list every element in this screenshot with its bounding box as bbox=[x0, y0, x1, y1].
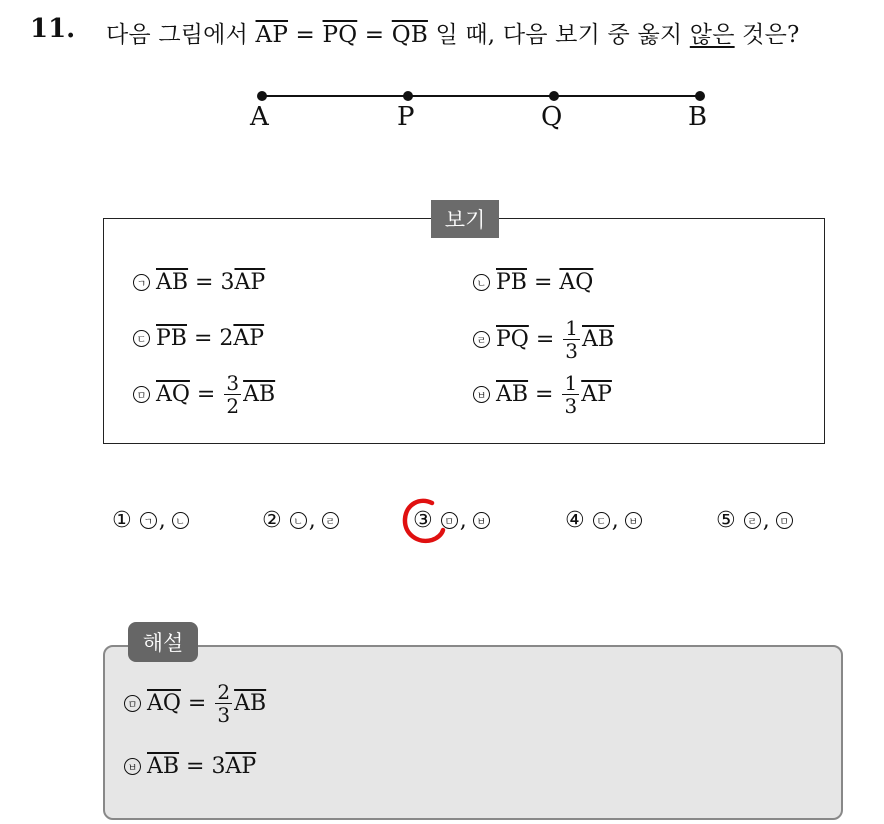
choice-marker: ㅁ bbox=[776, 512, 793, 529]
fraction-numerator: 1 bbox=[565, 316, 578, 340]
fraction-denominator: 3 bbox=[217, 703, 231, 727]
choice-comma: , bbox=[308, 508, 316, 533]
choice-marker: ㅁ bbox=[441, 512, 458, 529]
item-rhs: $\overline{AP}$ bbox=[225, 754, 257, 779]
item-lhs: $\overline{AB}$ bbox=[156, 270, 189, 295]
marker-giyeok: ㄱ bbox=[133, 274, 150, 291]
equals: = bbox=[357, 22, 392, 48]
red-circle-stroke bbox=[405, 501, 443, 541]
item-rhs: $\overline{AQ}$ bbox=[559, 270, 594, 295]
explanation-title: 해설 bbox=[128, 622, 198, 662]
point-q-dot bbox=[549, 91, 559, 101]
fraction-numerator: 1 bbox=[564, 371, 578, 395]
item-lhs: $\overline{PQ}$ bbox=[496, 327, 529, 352]
marker-digeut: ㄷ bbox=[133, 330, 150, 347]
item-lhs: $\overline{AQ}$ bbox=[156, 382, 190, 407]
choice-number: ② bbox=[262, 508, 282, 533]
bogi-item-5 bbox=[133, 373, 275, 416]
choice-marker: ㄴ bbox=[172, 512, 189, 529]
item-rhs: $\overline{AP}$ bbox=[234, 270, 266, 295]
item-coef: 3 bbox=[211, 754, 226, 779]
item-rhs: $\overline{AP}$ bbox=[233, 326, 265, 351]
bogi-item-6 bbox=[473, 373, 612, 416]
choice-marker: ㄱ bbox=[140, 512, 157, 529]
choice-5[interactable] bbox=[716, 508, 799, 533]
choice-2[interactable] bbox=[262, 508, 345, 533]
question-text-end: 것은? bbox=[734, 22, 800, 48]
choice-number: ③ bbox=[413, 508, 433, 533]
choice-marker: ㄷ bbox=[593, 512, 610, 529]
point-label-q: Q bbox=[541, 102, 563, 132]
choice-number: ⑤ bbox=[716, 508, 736, 533]
point-label-p: P bbox=[397, 102, 415, 132]
item-eq: = bbox=[528, 327, 562, 352]
marker-rieul: ㄹ bbox=[473, 331, 490, 348]
question-text-before: 다음 그림에서 bbox=[106, 22, 256, 48]
choice-marker: ㄴ bbox=[290, 512, 307, 529]
bogi-item-1 bbox=[133, 270, 265, 295]
item-lhs: $\overline{PB}$ bbox=[156, 326, 187, 351]
question-underlined: 않은 bbox=[689, 22, 735, 48]
explanation-line-2 bbox=[124, 754, 256, 779]
choice-comma: , bbox=[158, 508, 166, 533]
explanation-line-1 bbox=[124, 682, 266, 725]
choice-marker: ㅂ bbox=[625, 512, 642, 529]
item-lhs: $\overline{AQ}$ bbox=[147, 691, 181, 716]
line-segment-figure bbox=[0, 0, 884, 150]
item-eq: = bbox=[186, 326, 220, 351]
item-eq: = bbox=[528, 382, 561, 407]
explanation-box bbox=[103, 645, 843, 820]
choice-comma: , bbox=[459, 508, 467, 533]
choice-4[interactable] bbox=[565, 508, 648, 533]
item-lhs: $\overline{PB}$ bbox=[496, 270, 527, 295]
point-b-dot bbox=[695, 91, 705, 101]
choice-marker: ㄹ bbox=[322, 512, 339, 529]
fraction-numerator: 2 bbox=[217, 680, 231, 704]
item-rhs: $\overline{AB}$ bbox=[582, 327, 615, 352]
marker-mieum: ㅁ bbox=[124, 695, 141, 712]
fraction-numerator: 3 bbox=[226, 371, 240, 395]
fraction-denominator: 3 bbox=[565, 339, 578, 363]
item-eq: = bbox=[180, 691, 214, 716]
item-rhs: $\overline{AB}$ bbox=[234, 691, 267, 716]
bogi-title: 보기 bbox=[431, 200, 499, 238]
choice-number: ① bbox=[112, 508, 132, 533]
equals: = bbox=[288, 22, 323, 48]
point-label-b: B bbox=[688, 102, 708, 132]
item-eq: = bbox=[189, 382, 223, 407]
segment-qb: $\overline{QB}$ bbox=[391, 22, 428, 48]
marker-bieup: ㅂ bbox=[124, 758, 141, 775]
fraction bbox=[562, 373, 579, 416]
choice-1[interactable] bbox=[112, 508, 195, 533]
choice-marker: ㄹ bbox=[744, 512, 761, 529]
fraction bbox=[563, 318, 580, 361]
segment-pq: $\overline{PQ}$ bbox=[322, 22, 358, 48]
bogi-item-3 bbox=[133, 326, 264, 351]
item-rhs: $\overline{AP}$ bbox=[581, 382, 612, 407]
question-number: 11. bbox=[30, 14, 76, 44]
item-eq: = bbox=[526, 270, 560, 295]
bogi-item-2 bbox=[473, 270, 593, 295]
point-label-a: A bbox=[250, 102, 269, 132]
answer-mark-circle bbox=[398, 494, 452, 550]
point-p-dot bbox=[403, 91, 413, 101]
marker-nieun: ㄴ bbox=[473, 274, 490, 291]
choice-comma: , bbox=[611, 508, 619, 533]
fraction-denominator: 3 bbox=[564, 394, 578, 418]
choice-marker: ㅂ bbox=[473, 512, 490, 529]
item-coef: 2 bbox=[219, 326, 234, 351]
marker-bieup: ㅂ bbox=[473, 386, 490, 403]
item-rhs: $\overline{AB}$ bbox=[243, 382, 276, 407]
question-text-mid: 일 때, 다음 보기 중 옳지 bbox=[427, 22, 690, 48]
choice-number: ④ bbox=[565, 508, 585, 533]
bogi-item-4 bbox=[473, 318, 614, 361]
choice-comma: , bbox=[762, 508, 770, 533]
fraction-denominator: 2 bbox=[226, 394, 240, 418]
fraction bbox=[215, 682, 232, 725]
point-a-dot bbox=[257, 91, 267, 101]
item-lhs: $\overline{AB}$ bbox=[496, 382, 529, 407]
fraction bbox=[224, 373, 241, 416]
segment-ap: $\overline{AP}$ bbox=[255, 22, 289, 48]
item-eq: = bbox=[179, 754, 212, 779]
item-lhs: $\overline{AB}$ bbox=[147, 754, 180, 779]
marker-mieum: ㅁ bbox=[133, 386, 150, 403]
item-coef: 3 bbox=[220, 270, 235, 295]
item-eq: = bbox=[188, 270, 221, 295]
